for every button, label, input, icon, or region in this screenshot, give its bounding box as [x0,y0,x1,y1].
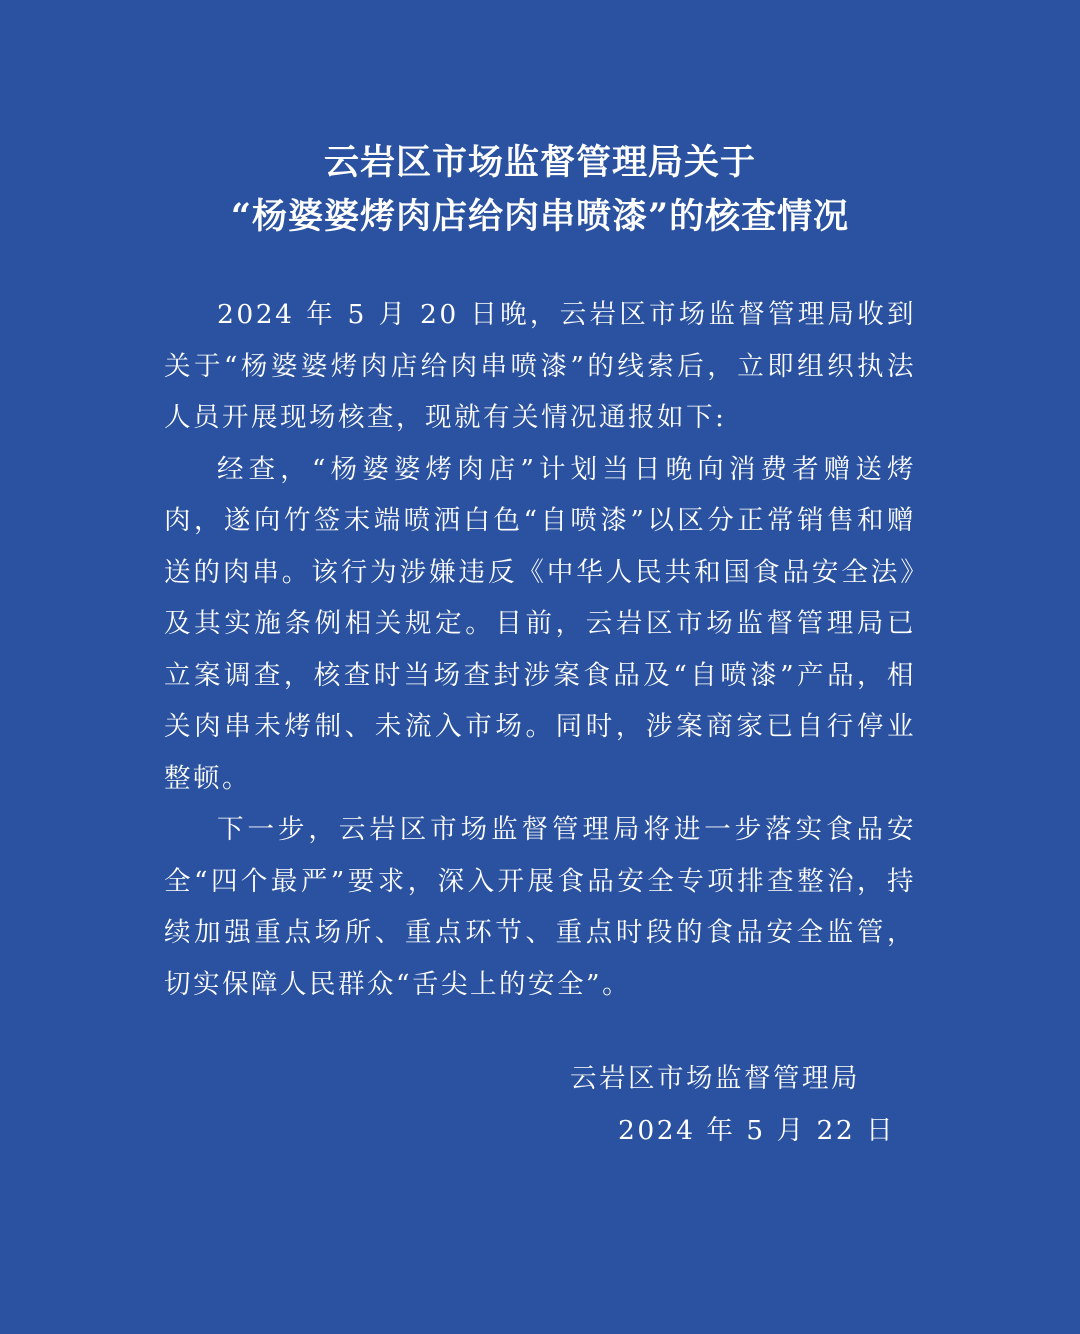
notice-title-line-2: “杨婆婆烤肉店给肉串喷漆”的核查情况 [230,196,850,237]
notice-body [164,289,916,1010]
notice-paragraph-1: 2024 年 5 月 20 日晚，云岩区市场监督管理局收到关于“杨婆婆烤肉店给肉串喷漆”的线索后，立即组织执法人员开展现场核查，现就有关情况通报如下: [164,299,916,433]
signature-organization: 云岩区市场监督管理局 [570,1063,860,1094]
notice-title [0,136,1080,244]
notice-title-line-1: 云岩区市场监督管理局关于 [323,142,756,183]
notice-paragraph-3: 下一步，云岩区市场监督管理局将进一步落实食品安全“四个最严”要求，深入开展食品安全专项排查整治，持续加强重点场所、重点环节、重点时段的食品安全监管，切实保障人民群众“舌尖上的安全”。 [164,814,916,1000]
signature-date: 2024 年 5 月 22 日 [618,1115,896,1146]
notice-paragraph-2: 经查，“杨婆婆烤肉店”计划当日晚向消费者赠送烤肉，遂向竹签末端喷洒白色“自喷漆”以区分正常销售和赠送的肉串。该行为涉嫌违反《中华人民共和国食品安全法》及其实施条例相关规定。目前，云岩区市场监督管理局已立案调查，核查时当场查封涉案食品及“自喷漆”产品，相关肉串未烤制、未流入市场。同时，涉案商家已自行停业整顿。 [164,453,916,794]
